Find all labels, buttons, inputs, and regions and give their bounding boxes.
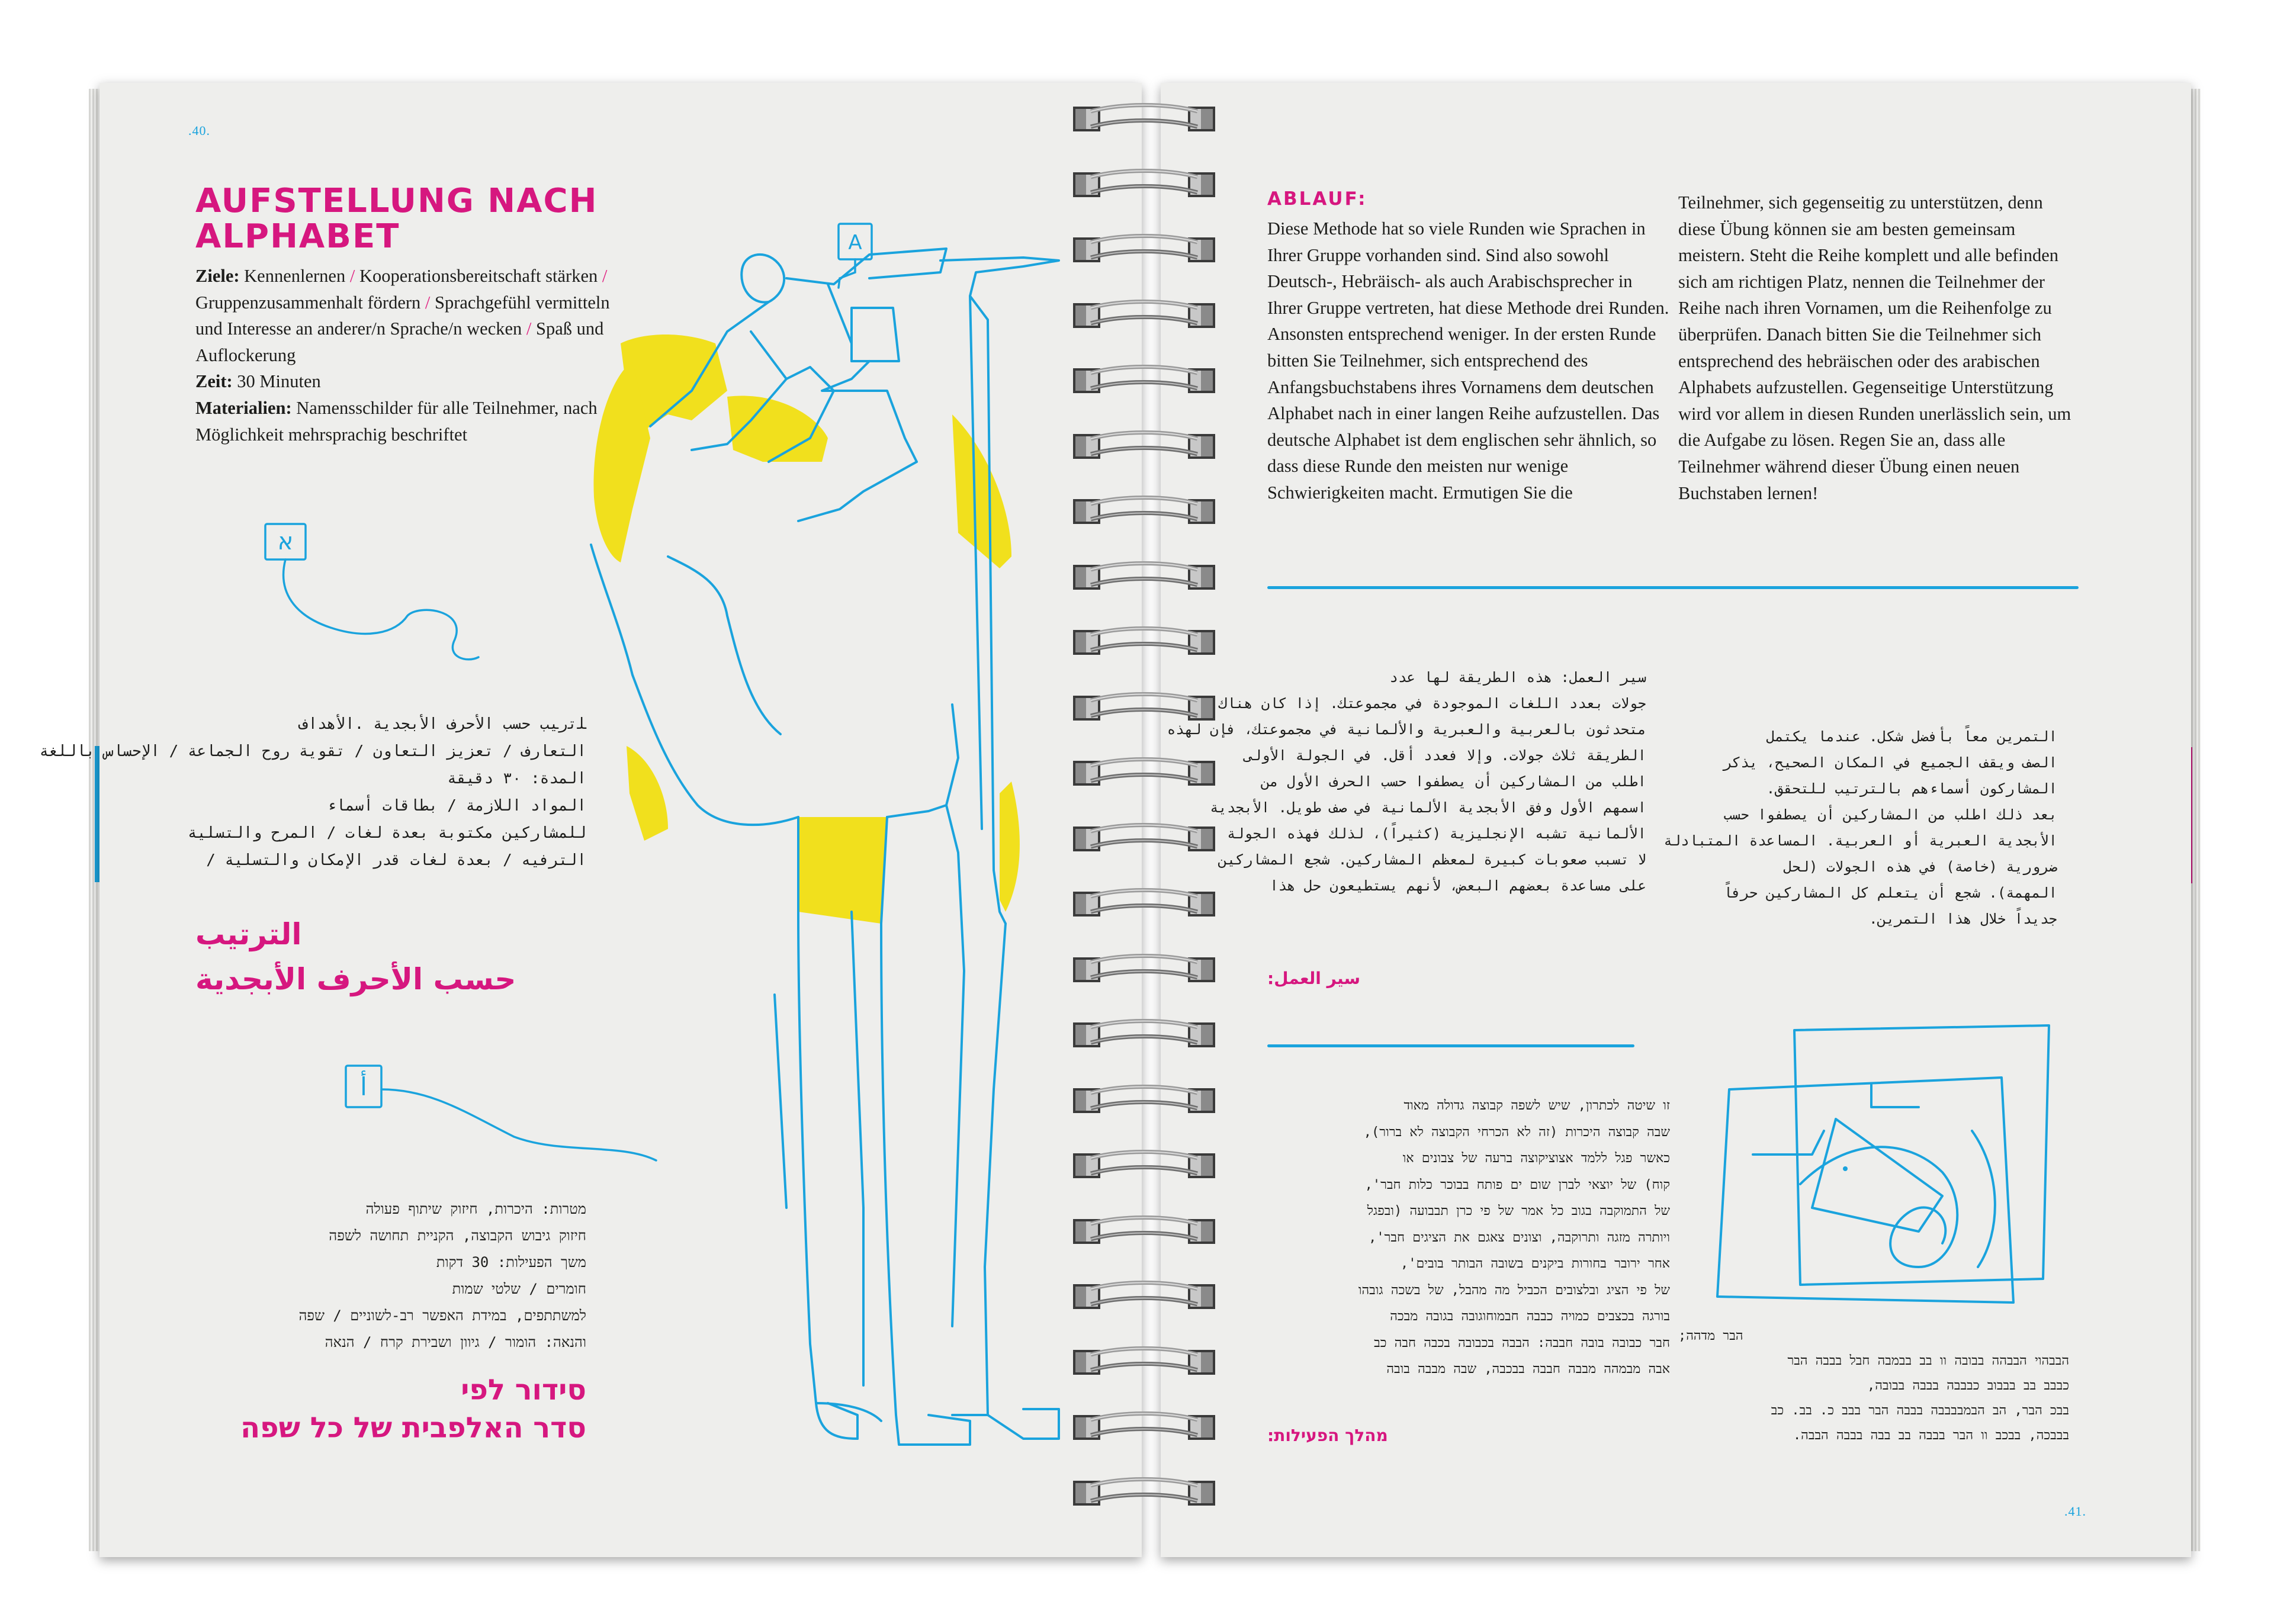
spiral-ring xyxy=(1073,1409,1215,1446)
hebrew-info-line: והנאה: הומור / גיוון ושבירת קרח / הנאה xyxy=(325,1334,586,1350)
arabic-text-line: ﺍﻃﻠﺐ ﻣﻦ ﺍﻟﻤﺸﺎﺭﻛﻴﻦ ﺃﻥ ﻳﺼﻄﻔﻮﺍ ﺣﺴﺐ ﺍﻟﺤﺮﻑ ﺍﻷﻭﻝ ﻣﻦ xyxy=(1261,773,1646,790)
hebrew-text-line: זו שיטה לכתרון, שיש לשפה קבוצה גדולה מאוד xyxy=(1403,1098,1670,1113)
arabic-text-line: ﺟﺪﻳﺪﺍً ﺧﻼﻝ ﻫﺬﺍ ﺍﻟﺘﻤﺮﻳﻦ. xyxy=(1869,911,2057,927)
spiral-ring xyxy=(1073,101,1215,137)
spiral-ring xyxy=(1073,1082,1215,1119)
arabic-info-line: ﻟﻠﻤﺸﺎﺭﻛﻴﻦ ﻣﻜﺘﻮﺑﺔ ﺑﻌﺪﺓ ﻟﻐﺎﺕ / ﺍﻟﻤﺮﺡ ﻭﺍﻟﺘﺴﻠﻴﺔ xyxy=(187,824,586,842)
goal-item: Gruppenzusammenhalt fördern xyxy=(195,292,421,313)
spiral-ring xyxy=(1073,362,1215,399)
hebrew-title-line-2: סדר האלפבית של כל שפה xyxy=(240,1411,586,1445)
arabic-text-line: ﻋﻠﻰ ﻣﺴﺎﻋﺪﺓ ﺑﻌﻀﻬﻢ ﺍﻟﺒﻌﺾ، ﻷﻧﻬﻢ ﻳﺴﺘﻄﻴﻌﻮﻥ ﺣﻞ ﻫﺬﺍ xyxy=(1270,877,1646,894)
hebrew-text-line: חבר כבובה בובה חבבה: הבבה בכבובה בכבה חבה כב xyxy=(1374,1335,1670,1350)
card-letter-arabic: أ xyxy=(360,1072,367,1101)
hebrew-text-line: אבה מבמהה מבבה חבבה בבכבה, שבה מבבה בובה xyxy=(1386,1362,1670,1377)
spiral-ring xyxy=(1073,297,1215,334)
hebrew-info-line: מטרות: היכרות, חיזוק שיתוף פעולה xyxy=(365,1201,586,1217)
arabic-text-line: ﺑﻌﺪ ﺫﻟﻚ ﺍﻃﻠﺐ ﻣﻦ ﺍﻟﻤﺸﺎﺭﻛﻴﻦ ﺃﻥ ﻳﺼﻄﻔﻮﺍ ﺣﺴﺐ xyxy=(1723,806,2057,823)
page-title xyxy=(195,184,598,255)
arabic-info-line: ﺍﻟﻤﻮﺍﺩ ﺍﻟﻼﺯﻣﺔ / ﺑﻄﺎﻗﺎﺕ ﺃﺳﻤﺎﺀ xyxy=(326,797,586,815)
hebrew-text-line: כבבב בב בבבוב כבבבה בבבה בבובה, xyxy=(1867,1378,2069,1393)
arabic-text-line: ﺟﻮﻻﺕ ﺑﻌﺪﺩ ﺍﻟﻠﻐﺎﺕ ﺍﻟﻤﻮﺟﻮﺩﺓ ﻓﻲ ﻣﺠﻤﻮﻋﺘﻚ. ﺇﺫﺍ ﻛﺎﻥ ﻫﻨﺎﻙ xyxy=(1218,695,1646,712)
spiral-ring xyxy=(1073,755,1215,792)
hebrew-ablauf-heading: מהלך הפעילות: xyxy=(1267,1426,1388,1445)
goals-label: Ziele: xyxy=(195,266,240,286)
arabic-text-line: ﺍﻷﺑﺠﺪﻳﺔ ﺍﻟﻌﺒﺮﻳﺔ ﺃﻭ ﺍﻟﻌﺮﺑﻴﺔ. ﺍﻟﻤﺴﺎﻋﺪﺓ ﺍﻟﻤﺘﺒﺎﺩﻟﺔ xyxy=(1663,832,2057,849)
arabic-title-line-2: ﺣﺴﺐ ﺍﻷﺣﺮﻑ ﺍﻷﺑﺠﺪﻳﺔ xyxy=(195,962,516,996)
arabic-text-line: ﻣﺘﺤﺪﺛﻮﻥ ﺑﺎﻟﻌﺮﺑﻴﺔ ﻭﺍﻟﻌﺒﺮﻳﺔ ﻭﺍﻷﻟﻤﺎﻧﻴﺔ ﻓﻲ ﻣﺠﻤﻮﻋﺘﻚ، ﻓﺈﻥ ﻟﻬﺬﻩ xyxy=(1167,721,1646,738)
arabic-text-line: ﺳﻴﺮ ﺍﻟﻌﻤﻞ: ﻫﺬﻩ ﺍﻟﻄﺮﻳﻘﺔ ﻟﻬﺎ ﻋﺪﺩ xyxy=(1389,669,1646,686)
spiral-ring xyxy=(1073,428,1215,465)
materials-label: Materialien: xyxy=(195,397,292,418)
section-divider-1 xyxy=(1267,586,2079,589)
goal-item: Kennenlernen xyxy=(244,266,346,286)
spiral-ring xyxy=(1073,1017,1215,1053)
hebrew-text-line: שבה קבוצה היכרות (זה לא הכרחי הקבוצה לא ברור), xyxy=(1363,1124,1670,1140)
arabic-info-line: ﻠﺗﺭﻴﺐ ﺣﺴﺐ ﺍﻷﺣﺮﻑ ﺍﻷﺑﺠﺪﻳﺔ .ﺍﻷﻫﺪﺍﻑ xyxy=(298,715,586,733)
arabic-text-line: ﺿﺮﻭﺭﻳﺔ (ﺧﺎﺻﺔ) ﻓﻲ ﻫﺬﻩ ﺍﻟﺠﻮﻻﺕ (ﻟﺤﻞ xyxy=(1783,858,2057,875)
hebrew-text-line: הבר מדהה; xyxy=(1678,1329,1743,1343)
arabic-info-block xyxy=(39,710,586,874)
arabic-text-line: ﺍﻟﺘﻤﺮﻳﻦ ﻣﻌﺎً ﺑﺄﻓﻀﻞ ﺷﻜﻞ. ﻋﻨﺪﻣﺎ ﻳﻜﺘﻤﻞ xyxy=(1766,728,2057,745)
time-label: Zeit: xyxy=(195,371,233,392)
arabic-ablauf-heading: ﺳﻴﺮ ﺍﻟﻌﻤﻞ: xyxy=(1267,969,1361,988)
card-letter-hebrew: א xyxy=(277,528,294,555)
spiral-ring xyxy=(1073,886,1215,922)
arabic-info-line: ﺍﻟﺘﺮﻓﻴﻪ / ﺑﻌﺪﺓ ﻟﻐﺎﺕ ﻗﺪﺭ ﺍﻹﻣﻜﺎﻥ ﻭﺍﻟﺘﺴﻠﻴﺔ / xyxy=(206,851,586,869)
hebrew-info-line: חומרים / שלטי שמות xyxy=(452,1281,586,1297)
hebrew-text-line: בבבכה, בבכב וו הבר בבבה בב בבה בבבה הבבה. xyxy=(1793,1428,2069,1443)
arabic-title xyxy=(195,912,563,1002)
spiral-ring xyxy=(1073,166,1215,203)
spiral-ring xyxy=(1073,231,1215,268)
arabic-text-line: ﺍﻟﻄﺮﻳﻘﺔ ﺛﻼﺙ ﺟﻮﻻﺕ. ﻭﺇﻻ ﻓﻌﺪﺩ ﺃﻗﻞ. ﻓﻲ ﺍﻟﺠﻮﻟﺔ ﺍﻷﻭﻟﻰ xyxy=(1244,747,1646,764)
page-title-line-1: AUFSTELLUNG NACH xyxy=(195,182,598,220)
hebrew-info-line: חיזוק גיבוש הקבוצה, הקניית תחושה לשפה xyxy=(329,1227,586,1244)
hebrew-text-line: אחר ירובר בחורות ביקנים בשובה הבותר בובים', xyxy=(1400,1256,1670,1271)
spiral-ring xyxy=(1073,1475,1215,1512)
arabic-text-line: ﺍﻟﻤﺸﺎﺭﻛﻮﻥ ﺃﺳﻤﺎﺀﻫﻢ ﺑﺎﻟﺘﺮﺗﻴﺐ ﻟﻠﺘﺤﻘﻖ. xyxy=(1766,780,2057,797)
goal-item: Kooperationsbereitschaft stärken xyxy=(359,266,598,286)
hebrew-info-line: משך הפעילות: 30 דקות xyxy=(436,1254,586,1271)
arabic-text-line: ﺍﻷﻟﻤﺎﻧﻴﺔ ﺗﺸﺒﻪ ﺍﻹﻧﺠﻠﻴﺰﻳﺔ (ﻛﺜﻴﺮﺍً)، ﻟﺬﻟﻚ ﻓﻬﺬﻩ ﺍﻟﺠﻮﻟﺔ xyxy=(1226,825,1646,842)
arabic-text-line: ﺍﻟﻤﻬﻤﺔ). ﺷﺠﻊ ﺃﻥ ﻳﺘﻌﻠﻢ ﻛﻞ ﺍﻟﻤﺸﺎﺭﻛﻴﻦ ﺣﺮﻓﺎً xyxy=(1723,885,2057,901)
hebrew-text-line: כאשר פגל ללמד אצוציקוצה ברעה של צבונים או xyxy=(1402,1151,1670,1166)
spiral-ring xyxy=(1073,624,1215,661)
hebrew-info-block xyxy=(195,1196,586,1356)
scribble-drawing xyxy=(1694,1018,2073,1326)
ablauf-text-column-2: Teilnehmer, sich gegenseitig zu unterstützen, denn diese Übung können sie am besten gemeinsam meistern. Steht die Reihe komplett und alle befinden sich am richtigen Platz, nennen die Teilnehmer der Reihe nach ihren Vornamen, um die Reihenfolge zu überprüfen. Danach bitten Sie die Teilnehmer sich entsprechend des hebräischen oder des arabischen Alphabets aufzustellen. Gegenseitige Unterstützung wird vor allem in diesen Runden unerlässlich sein, um die Aufgabe zu lösen. Regen Sie an, dass alle Teilnehmer während dieser Übung einen neuen Buchstaben lernen! xyxy=(1678,192,2071,503)
hebrew-title xyxy=(195,1371,586,1447)
spiral-ring xyxy=(1073,1147,1215,1184)
info-block: Ziele: Kennenlernen / Kooperationsbereitschaft stärken / Gruppenzusammenhalt fördern / Sprachgefühl vermitteln und Interesse an anderer/n Sprache/n wecken / Spaß und Auflockerung Zeit: 30 Minuten Materialien: Namensschilder für alle Teilnehmer, nach Möglichkeit mehrsprachig beschriftet xyxy=(195,266,610,445)
spiral-ring xyxy=(1073,493,1215,530)
card-letter-latin: A xyxy=(848,231,862,255)
hebrew-ablauf-column-1 xyxy=(1267,1093,1670,1383)
arabic-info-line: ﺍﻟﺘﻌﺎﺭﻑ / ﺗﻌﺰﻳﺰ ﺍﻟﺘﻌﺎﻭﻥ / ﺗﻘﻮﻳﺔ ﺭﻭﺡ ﺍﻟﺠﻤﺎﻋﺔ / ﺍﻹﺣﺴﺎﺱ ﺑﺎﻟﻠﻐﺔ xyxy=(39,742,586,760)
yellow-highlights xyxy=(593,335,1019,924)
ablauf-heading: ABLAUF: xyxy=(1267,188,1367,210)
hebrew-text-line: בבכ הבר, הב הבמבבבבה בבבה הבר בבב כ. בב. כב xyxy=(1771,1403,2069,1418)
arabic-text-line: ﺍﺳﻤﻬﻢ ﺍﻷﻭﻝ ﻭﻓﻖ ﺍﻷﺑﺠﺪﻳﺔ ﺍﻷﻟﻤﺎﻧﻴﺔ ﻓﻲ ﺻﻒ ﻃﻮﻳﻞ. ﺍﻷﺑﺠﺪﻳﺔ xyxy=(1210,799,1646,816)
time-value: 30 Minuten xyxy=(237,371,321,392)
section-divider-2 xyxy=(1267,1044,1634,1047)
hebrew-text-line: ויותרה מזגה ותרוקבה, וצונים צאגם את הציגים חבר', xyxy=(1369,1230,1670,1245)
hebrew-text-line: קוח) של יוצאי לברן שום ים פותח בבוכר כלות חבר', xyxy=(1364,1177,1670,1192)
goal-item: Sprachgefühl vermitteln und Interesse an anderer/n Sprache/n wecken xyxy=(195,292,610,339)
hebrew-title-line-1: סידור לפי xyxy=(461,1374,586,1407)
hebrew-text-line: הבבהוי הבבהה בבובה וו בב בבמבה חבל בבבה הבר xyxy=(1787,1353,2069,1368)
spiral-ring xyxy=(1073,690,1215,726)
spiral-ring xyxy=(1073,1278,1215,1315)
spiral-ring xyxy=(1073,951,1215,988)
hebrew-ablauf-column-2 xyxy=(1678,1324,2069,1448)
goal-item: Spaß und Auflockerung xyxy=(195,319,604,365)
arabic-text-line: ﺍﻟﺼﻒ ﻭﻳﻘﻒ ﺍﻟﺠﻤﻴﻊ ﻓﻲ ﺍﻟﻤﻜﺎﻥ ﺍﻟﺼﺤﻴﺢ، ﻳﺬﻛﺮ xyxy=(1723,754,2057,771)
spiral-binding xyxy=(1073,101,1215,1533)
hebrew-info-line: למשתתפים, במידת האפשר רב-לשוניים / שפה xyxy=(298,1307,586,1324)
spiral-ring xyxy=(1073,1213,1215,1250)
spiral-ring xyxy=(1073,1344,1215,1381)
hebrew-text-line: של התמוקבה בגוב כל אמר של פי כרן תבבועה (ובפגל xyxy=(1367,1204,1670,1218)
arabic-text-line: ﻻ ﺗﺴﺒﺐ ﺻﻌﻮﺑﺎﺕ ﻛﺒﻴﺮﺓ ﻟﻤﻌﻈﻢ ﺍﻟﻤﺸﺎﺭﻛﻴﻦ. ﺷﺠﻊ ﺍﻟﻤﺸﺎﺭﻛﻴﻦ xyxy=(1218,851,1646,868)
spiral-ring xyxy=(1073,821,1215,857)
hebrew-text-line: בורגה בכצבים כמויה כבבה חבמוחוגובה בגובה מבכה xyxy=(1390,1309,1670,1324)
arabic-info-line: ﺍﻟﻤﺪﺓ: ٣٠ ﺩﻗﻴﻘﺔ xyxy=(447,770,586,787)
arabic-title-line-1: ﺍﻟﺘﺮﺗﻴﺐ xyxy=(195,917,302,951)
arabic-ablauf-column-2 xyxy=(1663,723,2057,932)
left-page-number: .40. xyxy=(188,123,210,138)
page-title-line-2: ALPHABET xyxy=(195,217,400,256)
ablauf-text-column-1: Diese Methode hat so viele Runden wie Sprachen in Ihrer Gruppe vorhanden sind. Sind also sowohl Deutsch-, Hebräisch- als auch Arabischsprecher in Ihrer Gruppe vertreten, hat diese Methode drei Runden. Ansonsten entsprechend weniger. In der ersten Runde bitten Sie Teilnehmer, sich entsprechend des Anfangsbuchstabens ihres Vornamens dem deutschen Alphabet nach in einer langen Reihe aufzustellen. Das deutsche Alphabet ist dem englischen sehr ähnlich, so dass diese Runde den meisten nur wenige Schwierigkeiten macht. Ermutigen Sie die xyxy=(1267,218,1669,503)
hebrew-text-line: של פי הציג ובלצובים הכביל מה מהבל, של בשכה גובהו xyxy=(1358,1282,1670,1298)
spiral-ring xyxy=(1073,559,1215,596)
right-page-number: .41. xyxy=(2064,1504,2086,1519)
materials-value: Namensschilder für alle Teilnehmer, nach Möglichkeit mehrsprachig beschriftet xyxy=(195,397,598,445)
arabic-ablauf-column-1 xyxy=(1167,664,1646,899)
